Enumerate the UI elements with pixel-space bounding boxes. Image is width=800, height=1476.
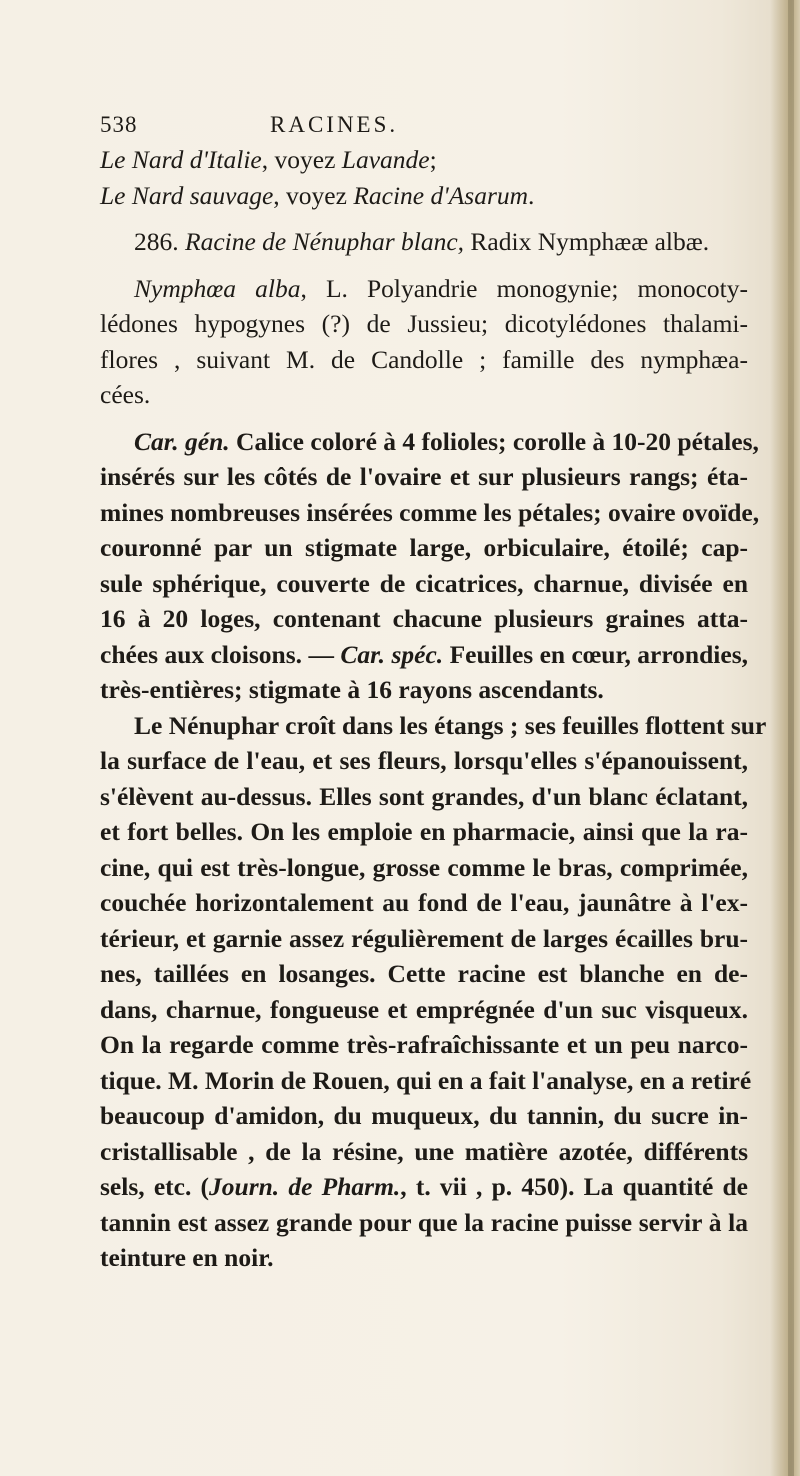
page-body — [100, 142, 767, 1276]
text-line: teinture en noir. — [100, 1243, 274, 1272]
ref-end: . — [528, 180, 535, 210]
description-paragraph — [100, 708, 767, 1276]
page-edge-shadow — [770, 0, 800, 1476]
page-binding-stain — [788, 0, 794, 1476]
text-line: et fort belles. On les emploie en pharmacie, ainsi que la ra- — [100, 817, 748, 846]
cross-reference-nard-italie — [100, 142, 748, 178]
text-line: Car. gén. Calice coloré à 4 folioles; corolle à 10-20 pétales, — [134, 426, 759, 456]
classification-paragraph — [100, 271, 748, 413]
text-line: chées aux cloisons. — Car. spéc. Feuilles en cœur, arrondies, — [100, 639, 748, 669]
specific-characters-label: Car. spéc. — [340, 639, 444, 669]
text-line: Le Nénuphar croît dans les étangs ; ses feuilles flottent sur — [134, 710, 767, 740]
text-line: sule sphérique, couverte de cicatrices, charnue, divisée en — [100, 568, 748, 598]
journal-citation: Journ. de Pharm. — [209, 1172, 401, 1201]
cross-reference-nard-sauvage — [100, 178, 748, 214]
text-line: On la regarde comme très-rafraîchissante et un peu narco- — [100, 1030, 748, 1059]
ref-end: ; — [429, 145, 437, 174]
text-line: cine, qui est très-longue, grosse comme le bras, comprimée, — [100, 852, 748, 882]
text-line: lédones hypogynes (?) de Jussieu; dicotylédones thalami- — [100, 309, 748, 338]
text-line: cristallisable , de la résine, une matière azotée, différents — [100, 1136, 748, 1166]
ref-target: Lavande — [341, 145, 430, 174]
text-line: mines nombreuses insérées comme les pétales; ovaire ovoïde, — [100, 497, 760, 527]
ref-separator: , voyez — [273, 180, 354, 210]
text-line: très-entières; stigmate à 16 rayons ascendants. — [100, 675, 604, 704]
text-line: 16 à 20 loges, contenant chacune plusieurs graines atta- — [100, 604, 748, 633]
ref-target: Racine d'Asarum — [353, 180, 529, 210]
ref-term: Le Nard d'Italie — [100, 145, 262, 174]
characters-paragraph — [100, 424, 760, 708]
generic-characters-label: Car. gén. — [134, 426, 230, 456]
ref-term: Le Nard sauvage — [100, 180, 274, 210]
text-line: couchée horizontalement au fond de l'eau, jaunâtre à l'ex- — [100, 888, 748, 917]
text-line: couronné par un stigmate large, orbiculaire, étoilé; cap- — [100, 533, 748, 562]
text-line: tique. M. Morin de Rouen, qui en a fait l'analyse, en a retiré — [100, 1065, 752, 1095]
entry-latin-name: Radix Nymphææ albæ. — [470, 227, 710, 256]
text-line: la surface de l'eau, et ses fleurs, lorsqu'elles s'épanouissent, — [100, 746, 748, 775]
text-line: térieur, et garnie assez régulièrement de larges écailles bru- — [100, 923, 748, 953]
species-name: Nymphœa alba — [134, 273, 301, 303]
text-line: beaucoup d'amidon, du muqueux, du tannin, du sucre in- — [100, 1101, 748, 1130]
text-line: tannin est assez grande pour que la racine puisse servir à la — [100, 1207, 748, 1237]
entry-heading — [100, 224, 748, 260]
text-line: Nymphœa alba, L. Polyandrie monogynie; monocoty- — [134, 273, 748, 303]
text-line: dans, charnue, fongueuse et emprégnée d'un suc visqueux. — [100, 994, 748, 1024]
entry-title: Racine de Nénuphar blanc, — [185, 227, 465, 256]
text-line: flores , suivant M. de Candolle ; famille des nymphæa- — [100, 344, 748, 374]
ref-separator: , voyez — [261, 145, 342, 174]
text-line: nes, taillées en losanges. Cette racine est blanche en de- — [100, 959, 748, 988]
entry-number: 286. — [134, 227, 179, 256]
text-line: cées. — [100, 380, 151, 409]
page-number: 538 — [100, 112, 138, 137]
page-header — [100, 112, 740, 144]
text-line: s'élèvent au-dessus. Elles sont grandes, d'un blanc éclatant, — [100, 781, 748, 811]
running-head: RACINES. — [270, 112, 399, 137]
text-line: sels, etc. (Journ. de Pharm., t. vii , p. 450). La quantité de — [100, 1172, 748, 1201]
text-line: insérés sur les côtés de l'ovaire et sur plusieurs rangs; éta- — [100, 462, 748, 491]
